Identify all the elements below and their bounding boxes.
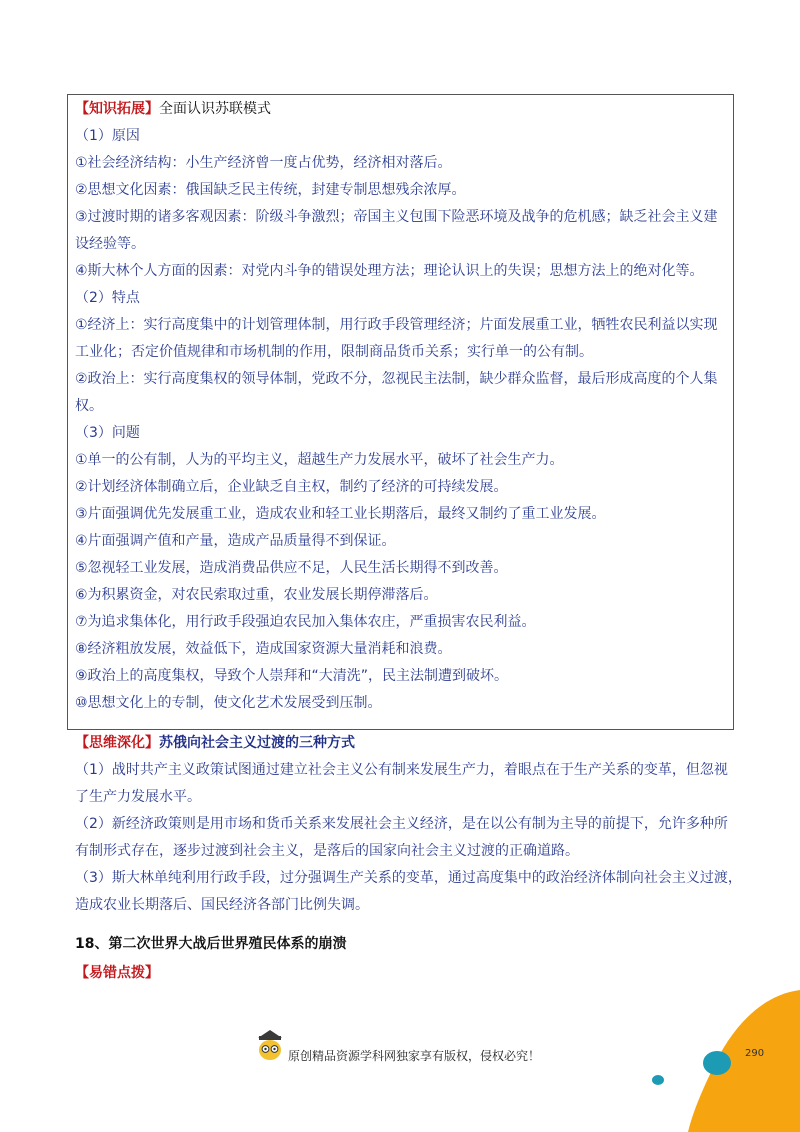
knowledge-line: ①经济上：实行高度集中的计划管理体制，用行政手段管理经济；片面发展重工业，牺牲农民利益以实现 xyxy=(75,317,718,333)
knowledge-line: ⑤忽视轻工业发展，造成消费品供应不足，人民生活长期得不到改善。 xyxy=(75,560,508,576)
knowledge-line: ⑧经济粗放发展，效益低下，造成国家资源大量消耗和浪费。 xyxy=(75,641,452,657)
knowledge-line: ⑦为追求集体化，用行政手段强迫农民加入集体农庄，严重损害农民利益。 xyxy=(75,614,536,630)
knowledge-line: （1）原因 xyxy=(75,128,140,144)
knowledge-title: 全面认识苏联模式 xyxy=(159,101,271,117)
copyright-notice: 原创精品资源学科网独家享有版权，侵权必究！ xyxy=(288,1049,541,1063)
knowledge-line: ②政治上：实行高度集权的领导体制，党政不分，忽视民主法制，缺少群众监督，最后形成高度的个人集 xyxy=(75,371,718,387)
error-tip-label: 【易错点拨】 xyxy=(75,965,159,981)
knowledge-line: ③过渡时期的诸多客观因素：阶级斗争激烈；帝国主义包围下险恶环境及战争的危机感；缺乏社会主义建 xyxy=(75,209,718,225)
teal-dot-small xyxy=(652,1075,664,1085)
knowledge-line: ⑥为积累资金，对农民索取过重，农业发展长期停滞落后。 xyxy=(75,587,438,603)
knowledge-line: （3）问题 xyxy=(75,425,140,441)
knowledge-line: ③片面强调优先发展重工业，造成农业和轻工业长期落后，最终又制约了重工业发展。 xyxy=(75,506,606,522)
thinking-title: 苏俄向社会主义过渡的三种方式 xyxy=(159,735,355,751)
graduate-owl-icon xyxy=(258,1030,282,1060)
knowledge-line: 工业化；否定价值规律和市场机制的作用，限制商品货币关系；实行单一的公有制。 xyxy=(75,344,593,360)
knowledge-line: ①单一的公有制，人为的平均主义，超越生产力发展水平，破坏了社会生产力。 xyxy=(75,452,564,468)
knowledge-line: ④片面强调产值和产量，造成产品质量得不到保证。 xyxy=(75,533,396,549)
teal-dot-large xyxy=(703,1051,731,1075)
knowledge-line: ⑨政治上的高度集权，导致个人崇拜和“大清洗”，民主法制遭到破坏。 xyxy=(75,668,509,684)
thinking-line: （1）战时共产主义政策试图通过建立社会主义公有制来发展生产力，着眼点在于生产关系的变革，但忽视 xyxy=(75,762,728,778)
page-number: 290 xyxy=(745,1048,765,1059)
knowledge-line: ⑩思想文化上的专制，使文化艺术发展受到压制。 xyxy=(75,695,382,711)
thinking-line: （2）新经济政策则是用市场和货币关系来发展社会主义经济，是在以公有制为主导的前提下，允许多种所 xyxy=(75,816,728,832)
knowledge-label: 【知识拓展】 xyxy=(75,101,159,117)
thinking-line: 有制形式存在，逐步过渡到社会主义，是落后的国家向社会主义过渡的正确道路。 xyxy=(75,843,579,859)
thinking-line: （3）斯大林单纯利用行政手段，过分强调生产关系的变革，通过高度集中的政治经济体制向社会主义过渡， xyxy=(75,870,742,886)
thinking-line: 造成农业长期落后、国民经济各部门比例失调。 xyxy=(75,897,369,913)
knowledge-line: ④斯大林个人方面的因素：对党内斗争的错误处理方法；理论认识上的失误；思想方法上的绝对化等。 xyxy=(75,263,704,279)
knowledge-line: 设经验等。 xyxy=(75,236,145,252)
knowledge-line: ①社会经济结构：小生产经济曾一度占优势，经济相对落后。 xyxy=(75,155,452,171)
thinking-line: 了生产力发展水平。 xyxy=(75,789,201,805)
knowledge-line: ②计划经济体制确立后，企业缺乏自主权，制约了经济的可持续发展。 xyxy=(75,479,508,495)
thinking-label: 【思维深化】 xyxy=(75,735,159,751)
section-heading: 18、第二次世界大战后世界殖民体系的崩溃 xyxy=(75,936,347,952)
knowledge-line: 权。 xyxy=(75,398,103,414)
knowledge-line: （2）特点 xyxy=(75,290,140,306)
knowledge-line: ②思想文化因素：俄国缺乏民主传统，封建专制思想残余浓厚。 xyxy=(75,182,466,198)
